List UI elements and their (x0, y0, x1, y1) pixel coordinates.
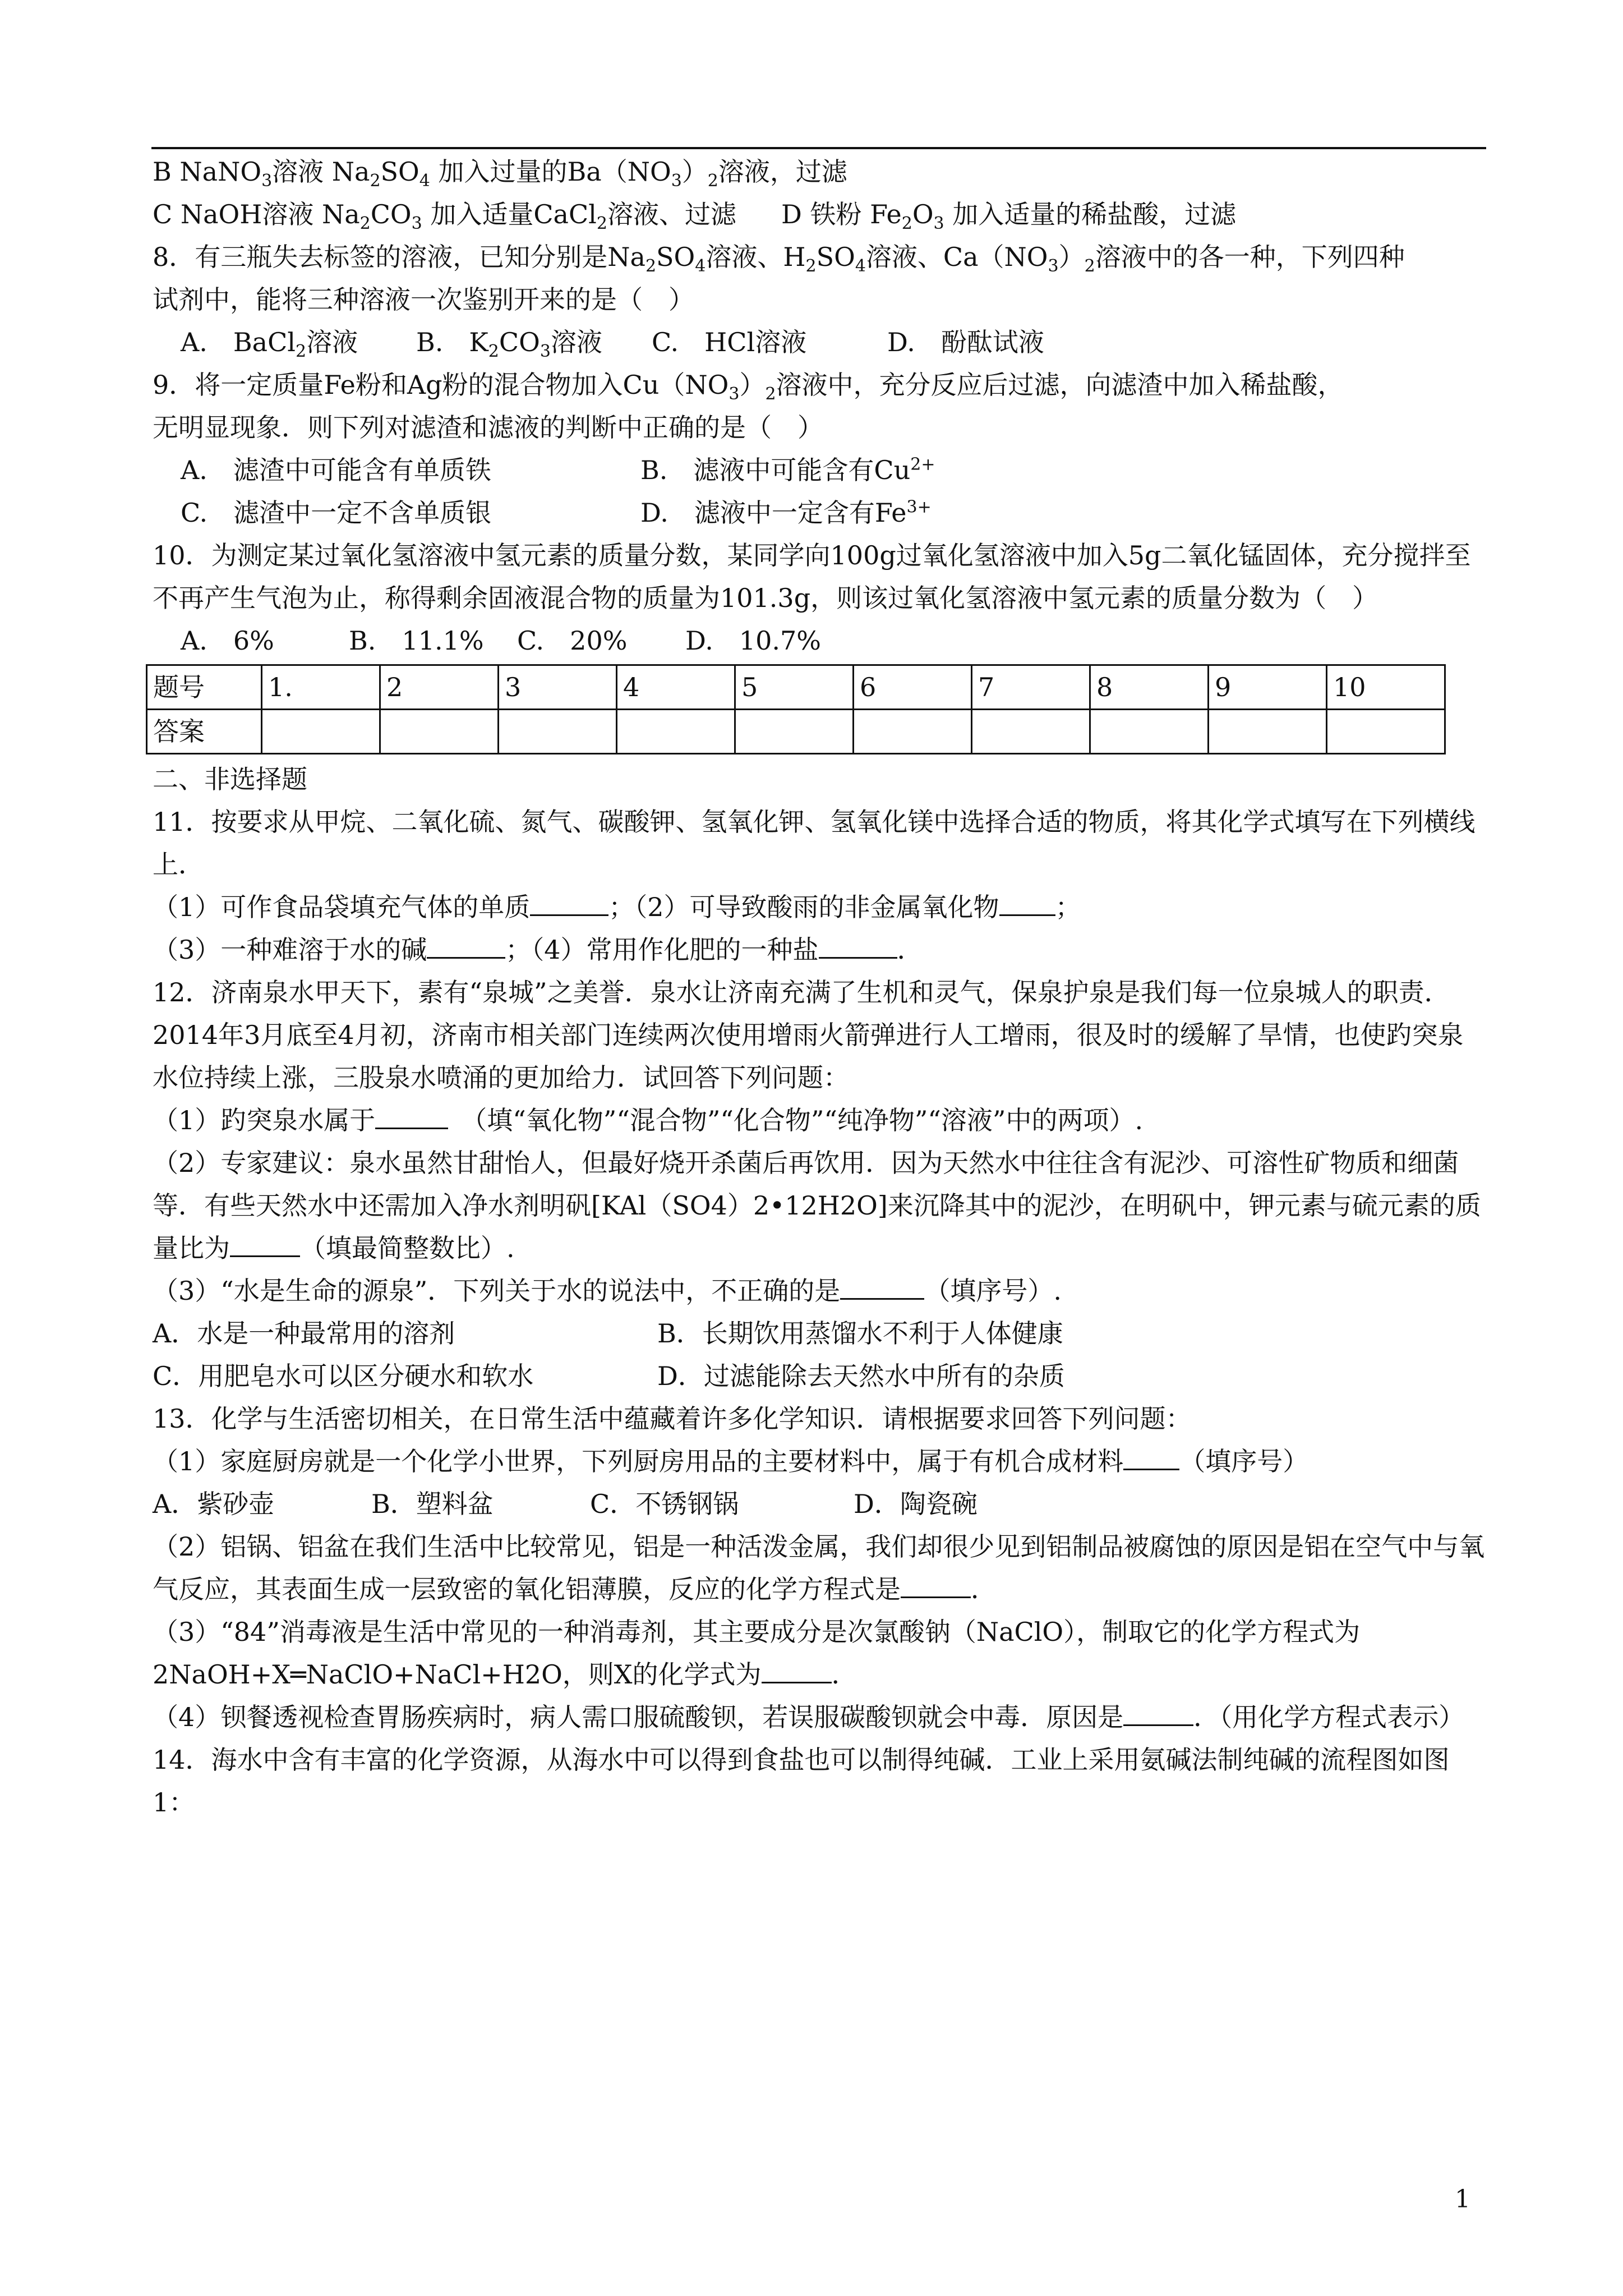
q12-part1: （1）趵突泉水属于 （填“氧化物”“混合物”“化合物”“纯净物”“溶液”中的两项）. (153, 1099, 1487, 1142)
answer-cell[interactable] (499, 710, 617, 754)
answer-table-answer-label: 答案 (147, 710, 262, 754)
answer-cell[interactable] (262, 710, 380, 754)
q8-options: A. BaCl$_2$溶液 B. $K_2CO_3$溶液 C. HCl溶液 D. 酚酞试液 (181, 327, 1044, 362)
answer-table (146, 664, 1446, 754)
answer-cell[interactable] (854, 710, 972, 754)
q9-options-ab: A. 滤渣中可能含有单质铁 B. 滤液中可能含有$Cu^{2+}$ (181, 454, 935, 485)
q9-options-cd: C. 滤渣中一定不含单质银 D. 滤液中一定含有$Fe^{3+}$ (181, 497, 932, 528)
answer-cell[interactable] (617, 710, 735, 754)
q11-part1-2: （1）可作食品袋填充气体的单质 ；（2）可导致酸雨的非金属氧化物 ； (153, 886, 1487, 928)
answer-table-number: 7 (972, 665, 1090, 710)
answer-cell[interactable] (380, 710, 499, 754)
q12-stem: 12．济南泉水甲天下，素有“泉城”之美誉．泉水让济南充满了生机和灵气，保泉护泉是我们每一位泉城人的职责．2014年3月底至4月初，济南市相关部门连续两次使用增雨火箭弹进行人工增雨，很及时的缓解了旱情，也使趵突泉水位持续上涨，三股泉水喷涌的更加给力．试回答下列问题： (153, 977, 1464, 1093)
answer-table-number: 1. (262, 665, 380, 710)
q11-stem: 11．按要求从甲烷、二氧化硫、氮气、碳酸钾、氢氧化钾、氢氧化镁中选择合适的物质，将其化学式填写在下列横线上． (153, 807, 1476, 880)
blank[interactable] (999, 886, 1055, 916)
page-number: 1 (1455, 2185, 1470, 2214)
blank[interactable] (819, 929, 897, 959)
answer-cell[interactable] (972, 710, 1090, 754)
answer-table-number: 2 (380, 665, 499, 710)
answer-table-number: 3 (499, 665, 617, 710)
q9-stem-line2: 无明显现象．则下列对滤渣和滤液的判断中正确的是（ ） (153, 412, 823, 443)
q11-part3-4: （3）一种难溶于水的碱 ；（4）常用作化肥的一种盐 ． (153, 928, 1487, 971)
blank[interactable] (530, 886, 608, 916)
header-rule (151, 147, 1486, 149)
q7-option-b: B NaNO$_3$溶液 $Na_2SO_4$ 加入过量的$Ba(NO_3)_2$溶液，过滤 (153, 157, 847, 191)
answer-table-number: 10 (1327, 665, 1445, 710)
q10-stem: 10．为测定某过氧化氢溶液中氢元素的质量分数，某同学向100g过氧化氢溶液中加入5g二氧化锰固体，充分搅拌至不再产生气泡为止，称得剩余固液混合物的质量为101.3g，则该过氧化氢溶液中氢元素的质量分数为（ ） (153, 540, 1471, 613)
answer-cell[interactable] (735, 710, 854, 754)
answer-cell[interactable] (1209, 710, 1327, 754)
q7-option-c-d: C NaOH溶液 $Na_2CO_3$ 加入适量CaCl$_2$溶液、过滤 D 铁粉 $Fe_2O_3$ 加入适量的稀盐酸，过滤 (153, 199, 1237, 234)
q8-stem-line1: 8．有三瓶失去标签的溶液，已知分别是$Na_2SO_4$溶液、$H_2SO_4$溶液、$Ca(NO_3)_2$溶液中的各一种，下列四种 (153, 242, 1405, 277)
q10-options: A. 6% B. 11.1% C. 20% D. 10.7% (181, 625, 821, 656)
blank[interactable] (901, 1568, 971, 1598)
answer-table-number: 9 (1209, 665, 1327, 710)
q13-options: A．紫砂壶 B．塑料盆 C．不锈钢锅 D．陶瓷碗 (153, 1489, 978, 1519)
blank[interactable] (762, 1654, 832, 1683)
blank[interactable] (427, 929, 505, 959)
q13-part3: （3）“84”消毒液是生活中常见的一种消毒剂，其主要成分是次氯酸钠（NaClO），制取它的化学方程式为2NaOH+X═NaClO+NaCl+H2O，则X的化学式为 ． (153, 1617, 1361, 1690)
page-content (153, 150, 1487, 1824)
q13-part1: （1）家庭厨房就是一个化学小世界，下列厨房用品的主要材料中，属于有机合成材料 （填序号） (153, 1440, 1487, 1483)
answer-table-number: 5 (735, 665, 854, 710)
q12-options-ab: A．水是一种最常用的溶剂 B．长期饮用蒸馏水不利于人体健康 (153, 1318, 1063, 1349)
q14-stem: 14．海水中含有丰富的化学资源，从海水中可以得到食盐也可以制得纯碱．工业上采用氨碱法制纯碱的流程图如图1： (153, 1745, 1450, 1818)
blank[interactable] (230, 1227, 300, 1257)
answer-table-answer-row (147, 710, 1445, 754)
q9-stem-line1: 9．将一定质量Fe粉和Ag粉的混合物加入$Cu(NO_3)_2$溶液中，充分反应后过滤，向滤渣中加入稀盐酸， (153, 370, 1344, 404)
section-heading: 二、非选择题 (153, 764, 307, 794)
q8-stem-line2: 试剂中，能将三种溶液一次鉴别开来的是（ ） (153, 284, 694, 315)
answer-table-number: 8 (1090, 665, 1209, 710)
answer-cell[interactable] (1090, 710, 1209, 754)
q13-part4: （4）钡餐透视检查胃肠疾病时，病人需口服硫酸钡，若误服碳酸钡就会中毒．原因是 ．（用化学方程式表示） (153, 1696, 1487, 1738)
q12-options-cd: C．用肥皂水可以区分硬水和软水 D．过滤能除去天然水中所有的杂质 (153, 1361, 1065, 1391)
answer-table-header-label: 题号 (147, 665, 262, 710)
answer-table-header-row (147, 665, 1445, 710)
q12-part2: （2）专家建议：泉水虽然甘甜怡人，但最好烧开杀菌后再饮用．因为天然水中往往含有泥沙、可溶性矿物质和细菌等．有些天然水中还需加入净水剂明矾[KAl（SO4）2•12H2O]来沉降其中的泥沙，在明矾中，钾元素与硫元素的质量比为 （填最简整数比）. (153, 1148, 1481, 1263)
q13-part2: （2）铝锅、铝盆在我们生活中比较常见，铝是一种活泼金属，我们却很少见到铝制品被腐蚀的原因是铝在空气中与氧气反应，其表面生成一层致密的氧化铝薄膜，反应的化学方程式是 ． (153, 1531, 1485, 1604)
blank[interactable] (1123, 1441, 1179, 1470)
answer-table-number: 4 (617, 665, 735, 710)
blank[interactable] (1123, 1696, 1193, 1726)
q13-stem: 13．化学与生活密切相关，在日常生活中蕴藏着许多化学知识．请根据要求回答下列问题： (153, 1404, 1192, 1434)
q12-part3: （3）“水是生命的源泉”．下列关于水的说法中，不正确的是 （填序号）. (153, 1269, 1487, 1312)
answer-table-number: 6 (854, 665, 972, 710)
blank[interactable] (375, 1099, 448, 1129)
answer-cell[interactable] (1327, 710, 1445, 754)
blank[interactable] (840, 1270, 924, 1300)
